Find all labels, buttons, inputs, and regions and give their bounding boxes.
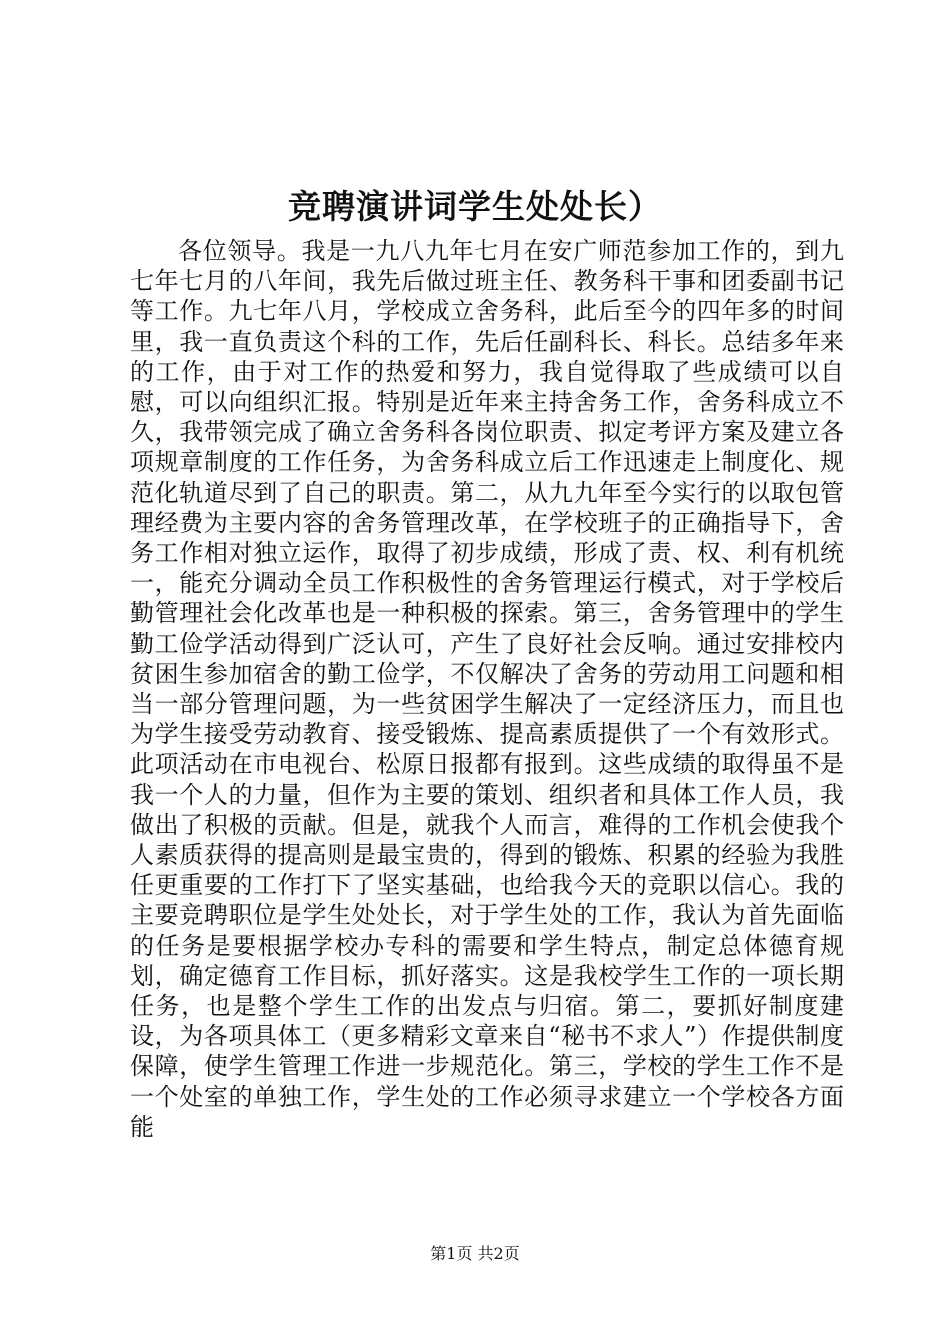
page-number-footer: 第1页 共2页 — [430, 1244, 520, 1263]
document-title: 竞聘演讲词学生处处长） — [288, 187, 662, 226]
body-paragraph: 各位领导。我是一九八九年七月在安广师范参加工作的，到九七年七月的八年间，我先后做过班主任、教务科干事和团委副书记等工作。九七年八月，学校成立舍务科，此后至今的四年多的时间里，我一直负责这个科的工作，先后任副科长、科长。总结多年来的工作，由于对工作的热爱和努力，我自觉得取了些成绩可以自慰，可以向组织汇报。特别是近年来主持舍务工作，舍务科成立不久，我带领完成了确立舍务科各岗位职责、拟定考评方案及建立各项规章制度的工作任务，为舍务科成立后工作迅速走上制度化、规范化轨道尽到了自己的职责。第二，从九九年至今实行的以取包管理经费为主要内容的舍务管理改革，在学校班子的正确指导下，舍务工作相对独立运作，取得了初步成绩，形成了责、权、利有机统一，能充分调动全员工作积极性的舍务管理运行模式，对于学校后勤管理社会化改革也是一种积极的探索。第三，舍务管理中的学生勤工俭学活动得到广泛认可，产生了良好社会反响。通过安排校内贫困生参加宿舍的勤工俭学，不仅解决了舍务的劳动用工问题和相当一部分管理问题，为一些贫困学生解决了一定经济压力，而且也为学生接受劳动教育、接受锻炼、提高素质提供了一个有效形式。此项活动在市电视台、松原日报都有报到。这些成绩的取得虽不是我一个人的力量，但作为主要的策划、组织者和具体工作人员，我做出了积极的贡献。但是，就我个人而言，难得的工作机会使我个人素质获得的提高则是最宝贵的，得到的锻炼、积累的经验为我胜任更重要的工作打下了坚实基础，也给我今天的竞职以信心。我的主要竞聘职位是学生处处长，对于学生处的工作，我认为首先面临的任务是要根据学校办专科的需要和学生特点，制定总体德育规划，确定德育工作目标，抓好落实。这是我校学生工作的一项长期任务，也是整个学生工作的出发点与归宿。第二，要抓好制度建设，为各项具体工（更多精彩文章来自“秘书不求人”）作提供制度保障，使学生管理工作进一步规范化。第三，学校的学生工作不是一个处室的单独工作，学生处的工作必须寻求建立一个学校各方面能 — [130, 237, 844, 1141]
